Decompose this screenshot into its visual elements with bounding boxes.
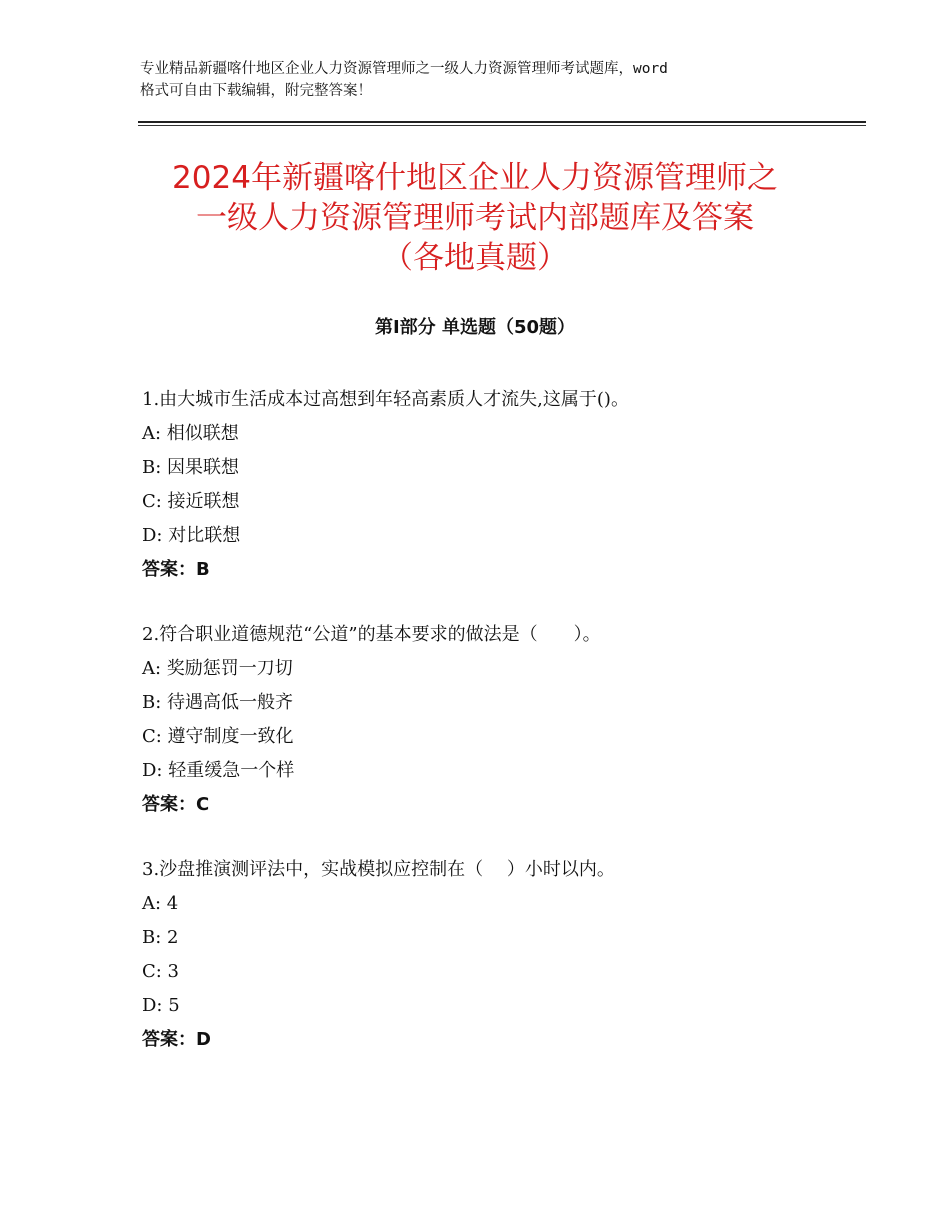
question-stem: 3.沙盘推演测评法中，实战模拟应控制在（ ）小时以内。	[142, 859, 615, 880]
title-line1: 2024年新疆喀什地区企业人力资源管理师之	[172, 160, 778, 196]
header-rule-thick	[138, 121, 866, 123]
question-stem: 2.符合职业道德规范“公道”的基本要求的做法是（ ）。	[142, 624, 601, 645]
header-rule-thin	[138, 125, 866, 126]
header-note	[140, 58, 830, 102]
answer: 答案：D	[142, 1029, 211, 1050]
question-2	[142, 618, 862, 822]
section-heading: 第Ⅰ部分 单选题（50题）	[374, 317, 575, 338]
question-3	[142, 853, 862, 1057]
option-b: B: 因果联想	[142, 457, 240, 478]
option-d: D: 轻重缓急一个样	[142, 760, 295, 781]
answer: 答案：C	[142, 794, 210, 815]
answer: 答案：B	[142, 559, 210, 580]
option-b: B: 待遇高低一般齐	[142, 692, 294, 713]
question-list	[142, 383, 862, 1088]
title-line2: 一级人力资源管理师考试内部题库及答案	[196, 200, 754, 236]
question-stem: 1.由大城市生活成本过高想到年轻高素质人才流失,这属于()。	[142, 389, 629, 410]
option-c: C: 接近联想	[142, 491, 240, 512]
option-a: A: 4	[142, 893, 179, 914]
header-note-line2: 格式可自由下载编辑，附完整答案！	[140, 83, 372, 99]
title-line3: （各地真题）	[382, 240, 568, 276]
header-note-line1: 专业精品新疆喀什地区企业人力资源管理师之一级人力资源管理师考试题库，word	[140, 61, 668, 77]
option-c: C: 3	[142, 961, 180, 982]
option-c: C: 遵守制度一致化	[142, 726, 294, 747]
option-b: B: 2	[142, 927, 179, 948]
option-d: D: 对比联想	[142, 525, 241, 546]
option-a: A: 相似联想	[142, 423, 239, 444]
option-a: A: 奖励惩罚一刀切	[142, 658, 293, 679]
document-title	[100, 158, 850, 278]
question-1	[142, 383, 862, 587]
option-d: D: 5	[142, 995, 180, 1016]
